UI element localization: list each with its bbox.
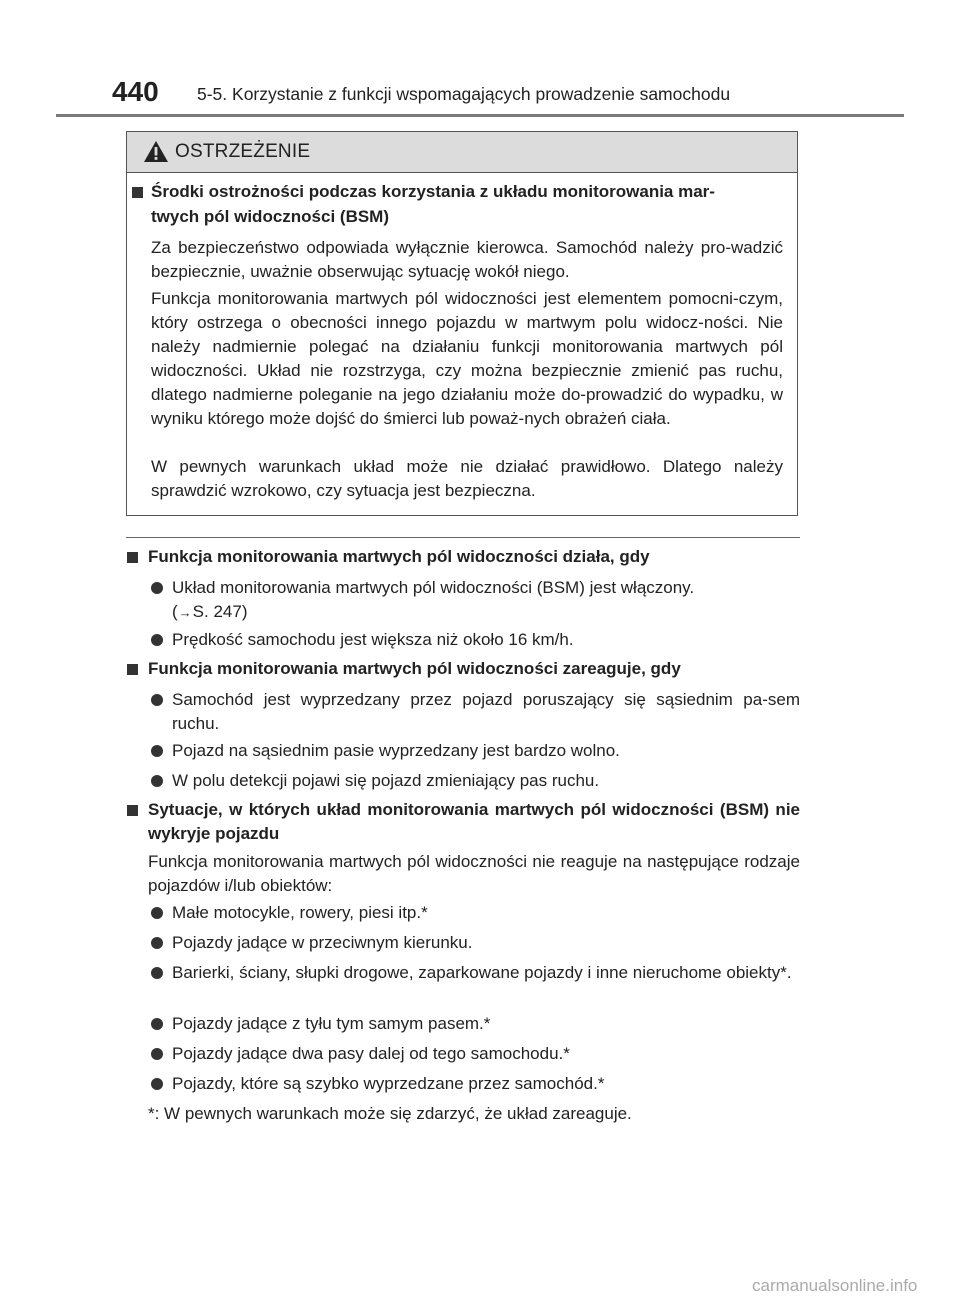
list-item: Barierki, ściany, słupki drogowe, zaparkowane pojazdy i inne nieruchome obiekty*.	[172, 963, 792, 982]
list-item: Samochód jest wyprzedzany przez pojazd poruszający się sąsiednim pa-sem ruchu.	[172, 690, 800, 733]
circle-bullet-icon	[151, 582, 163, 594]
list-item: Układ monitorowania martwych pól widoczności (BSM) jest włączony.	[172, 578, 695, 597]
circle-bullet-icon	[151, 634, 163, 646]
circle-bullet-icon	[151, 745, 163, 757]
reference-arrow-icon: →	[178, 605, 192, 620]
warning-heading-line2: twych pól widoczności (BSM)	[151, 207, 390, 226]
circle-bullet-icon	[151, 907, 163, 919]
square-bullet-icon	[132, 187, 143, 198]
circle-bullet-icon	[151, 937, 163, 949]
list-item: Pojazdy jadące z tyłu tym samym pasem.*	[172, 1014, 491, 1033]
warning-title: OSTRZEŻENIE	[175, 141, 311, 162]
list-item: Pojazdy jadące dwa pasy dalej od tego samochodu.*	[172, 1044, 570, 1063]
list-item: Małe motocykle, rowery, piesi itp.*	[172, 903, 428, 922]
circle-bullet-icon	[151, 694, 163, 706]
list-item: Pojazdy, które są szybko wyprzedzane przez samochód.*	[172, 1074, 605, 1093]
list-item: Pojazdy jadące w przeciwnym kierunku.	[172, 933, 473, 952]
circle-bullet-icon	[151, 775, 163, 787]
watermark: carmanualsonline.info	[752, 1276, 918, 1295]
circle-bullet-icon	[151, 967, 163, 979]
circle-bullet-icon	[151, 1078, 163, 1090]
page-reference	[172, 600, 800, 625]
section-heading-reacts: Funkcja monitorowania martwych pól widoczności zareaguje, gdy	[148, 659, 681, 678]
section-heading-not-detected: Sytuacje, w których układ monitorowania martwych pól widoczności (BSM) nie wykryje pojazdu	[148, 800, 800, 843]
square-bullet-icon	[127, 664, 138, 675]
section-divider	[126, 537, 800, 538]
circle-bullet-icon	[151, 1048, 163, 1060]
section-intro: Funkcja monitorowania martwych pól widoczności nie reaguje na następujące rodzaje pojazdów i/lub obiektów:	[148, 852, 800, 895]
reference-link[interactable]: S. 247)	[192, 602, 248, 621]
square-bullet-icon	[127, 805, 138, 816]
list-item: Pojazd na sąsiednim pasie wyprzedzany jest bardzo wolno.	[172, 741, 620, 760]
footnote: *: W pewnych warunkach może się zdarzyć, że układ zareaguje.	[148, 1104, 632, 1123]
section-heading-operates: Funkcja monitorowania martwych pól widoczności działa, gdy	[148, 547, 650, 566]
list-item: Prędkość samochodu jest większa niż około 16 km/h.	[172, 630, 574, 649]
circle-bullet-icon	[151, 1018, 163, 1030]
warning-paragraph-1: Za bezpieczeństwo odpowiada wyłącznie kierowca. Samochód należy pro-wadzić bezpiecznie, uważnie obserwując sytuację wokół niego.	[151, 238, 783, 281]
page-number: 440	[112, 76, 159, 107]
section-title: 5-5. Korzystanie z funkcji wspomagających prowadzenie samochodu	[197, 84, 731, 104]
warning-heading-line1: Środki ostrożności podczas korzystania z układu monitorowania mar-	[151, 182, 715, 201]
warning-paragraph-2: Funkcja monitorowania martwych pól widoczności jest elementem pomocni-czym, który ostrzega o obecności innego pojazdu w martwym polu widocz-ności. Nie należy nadmiernie polegać na działaniu funkcji monitorowania martwych pól widoczności. Układ nie rozstrzyga, czy można bezpiecznie zmienić pas ruchu, dlatego nadmierne poleganie na jego działaniu może do-prowadzić do wypadku, w wyniku którego może dojść do śmierci lub poważ-nych obrażeń ciała.	[151, 289, 783, 428]
list-item: W polu detekcji pojawi się pojazd zmieniający pas ruchu.	[172, 771, 600, 790]
warning-paragraph-3: W pewnych warunkach układ może nie działać prawidłowo. Dlatego należy sprawdzić wzrokowo, czy sytuacja jest bezpieczna.	[151, 457, 783, 500]
reference-paren: (	[172, 602, 178, 621]
square-bullet-icon	[127, 552, 138, 563]
